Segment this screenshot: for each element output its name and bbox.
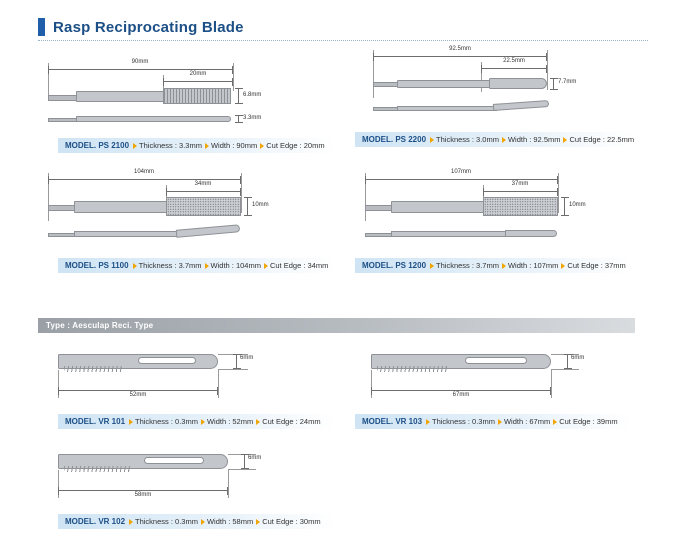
blade-rasp-surface bbox=[166, 197, 241, 216]
blade-side-shank bbox=[373, 107, 399, 111]
dimension-height bbox=[238, 88, 239, 104]
spec-thickness bbox=[430, 135, 499, 144]
model-name: MODEL. VR 103 bbox=[362, 417, 423, 426]
dimension-length-label: 92.5mm bbox=[449, 46, 471, 52]
blade-side-tip bbox=[505, 230, 557, 237]
dimension-height-label: 6mm bbox=[248, 455, 262, 461]
blade-shank bbox=[373, 82, 399, 87]
dimension-length bbox=[58, 390, 218, 391]
spec-width bbox=[498, 417, 550, 426]
blade-teeth bbox=[377, 366, 447, 372]
blade-teeth bbox=[64, 466, 130, 472]
guide-line bbox=[241, 173, 242, 213]
spec-cut-edge-text: Cut Edge : 34mm bbox=[269, 261, 329, 270]
blade-side-body bbox=[76, 116, 231, 122]
guide-line bbox=[218, 369, 248, 370]
blade-side-tip bbox=[493, 100, 549, 111]
guide-line bbox=[551, 370, 552, 398]
spec-thickness bbox=[133, 141, 202, 150]
dimension-length bbox=[58, 490, 228, 491]
dimension-length bbox=[365, 179, 558, 180]
dimension-cut-edge-label: 37mm bbox=[511, 181, 529, 187]
guide-line bbox=[551, 369, 579, 370]
blade-shank bbox=[48, 95, 78, 101]
spec-width bbox=[205, 141, 257, 150]
guide-line bbox=[218, 370, 219, 398]
product-card-ps1200 bbox=[355, 165, 655, 270]
dimension-height bbox=[247, 197, 248, 216]
spec-cut-edge-text: Cut Edge : 22.5mm bbox=[569, 135, 635, 144]
header-accent-bar bbox=[38, 18, 45, 36]
blade-side-shank bbox=[365, 233, 393, 237]
spec-cut-edge bbox=[553, 417, 617, 426]
model-name: MODEL. PS 1100 bbox=[65, 261, 129, 270]
spec-thickness-text: Thickness : 0.3mm bbox=[135, 417, 198, 426]
spec-cut-edge-text: Cut Edge : 30mm bbox=[262, 517, 321, 526]
dimension-cut-edge bbox=[481, 68, 547, 69]
dimension-cut-edge-label: 22.5mm bbox=[503, 58, 525, 64]
dimension-height-label: 6.8mm bbox=[243, 92, 262, 98]
blade-body bbox=[397, 80, 492, 88]
spec-width-text: Width : 58mm bbox=[206, 517, 254, 526]
dimension-length-label: 52mm bbox=[129, 392, 147, 398]
product-card-vr103 bbox=[355, 342, 655, 426]
blade-shank bbox=[365, 205, 393, 211]
dimension-cut-edge-label: 20mm bbox=[189, 71, 207, 77]
dimension-length-label: 67mm bbox=[452, 392, 470, 398]
dimension-height bbox=[553, 78, 554, 90]
diagram-ps1200 bbox=[355, 165, 655, 247]
dimension-thickness bbox=[238, 115, 239, 123]
blade-side-body bbox=[391, 231, 511, 237]
product-card-vr101 bbox=[38, 342, 338, 426]
guide-line bbox=[558, 173, 559, 213]
product-card-ps2200 bbox=[355, 42, 655, 144]
model-name: MODEL. PS 2200 bbox=[362, 135, 427, 144]
model-strip-vr101 bbox=[58, 414, 335, 429]
spec-cut-edge bbox=[264, 261, 328, 270]
blade-side-shank bbox=[48, 118, 78, 122]
model-strip-ps2200 bbox=[355, 132, 635, 147]
spec-cut-edge bbox=[256, 417, 320, 426]
spec-cut-edge bbox=[256, 517, 320, 526]
product-card-ps1100 bbox=[38, 165, 338, 270]
spec-width-text: Width : 90mm bbox=[210, 141, 258, 150]
blade-side-shank bbox=[48, 233, 76, 237]
spec-width bbox=[201, 517, 253, 526]
diagram-vr102 bbox=[38, 442, 338, 504]
dimension-height-label: 10mm bbox=[252, 202, 269, 208]
dimension-length-label: 58mm bbox=[134, 492, 152, 498]
dimension-cut-edge bbox=[166, 191, 241, 192]
blade-slot bbox=[144, 457, 204, 464]
model-name: MODEL. PS 1200 bbox=[362, 261, 427, 270]
guide-line bbox=[228, 469, 256, 470]
spec-thickness-text: Thickness : 0.3mm bbox=[432, 417, 495, 426]
spec-thickness bbox=[129, 517, 198, 526]
dimension-length bbox=[48, 69, 233, 70]
model-name: MODEL. VR 101 bbox=[65, 417, 126, 426]
spec-width-text: Width : 107mm bbox=[507, 261, 559, 270]
dimension-cut-edge bbox=[483, 191, 558, 192]
model-name: MODEL. PS 2100 bbox=[65, 141, 130, 150]
model-strip-ps1100 bbox=[58, 258, 335, 273]
dimension-height-label: 6mm bbox=[571, 355, 585, 361]
guide-line bbox=[233, 63, 234, 91]
spec-cut-edge-text: Cut Edge : 39mm bbox=[559, 417, 618, 426]
spec-cut-edge-text: Cut Edge : 37mm bbox=[567, 261, 626, 270]
dimension-length-label: 90mm bbox=[131, 59, 149, 65]
spec-thickness-text: Thickness : 0.3mm bbox=[135, 517, 198, 526]
spec-thickness bbox=[430, 261, 499, 270]
page-title: Rasp Reciprocating Blade bbox=[53, 18, 244, 36]
spec-width bbox=[502, 135, 561, 144]
model-strip-vr103 bbox=[355, 414, 632, 429]
dimension-thickness-label: 3.3mm bbox=[243, 115, 262, 121]
dimension-height-label: 6mm bbox=[240, 355, 254, 361]
spec-thickness bbox=[426, 417, 495, 426]
blade-body bbox=[74, 201, 169, 213]
title-divider bbox=[38, 40, 648, 41]
spec-thickness-text: Thickness : 3.7mm bbox=[138, 261, 202, 270]
dimension-height bbox=[564, 197, 565, 216]
spec-thickness bbox=[133, 261, 202, 270]
spec-width bbox=[502, 261, 558, 270]
dimension-cut-edge-label: 34mm bbox=[194, 181, 212, 187]
blade-teeth bbox=[64, 366, 124, 372]
blade-slot bbox=[465, 357, 527, 364]
dimension-height-label: 10mm bbox=[569, 202, 586, 208]
type-section-bar bbox=[38, 318, 635, 333]
dimension-cut-edge bbox=[163, 81, 233, 82]
model-name: MODEL. VR 102 bbox=[65, 517, 126, 526]
product-card-ps2100 bbox=[38, 55, 338, 150]
dimension-length-label: 104mm bbox=[133, 169, 155, 175]
dimension-length bbox=[373, 56, 547, 57]
dimension-length bbox=[371, 390, 551, 391]
diagram-vr101 bbox=[38, 342, 338, 404]
spec-cut-edge bbox=[561, 261, 625, 270]
spec-thickness-text: Thickness : 3.7mm bbox=[436, 261, 499, 270]
dimension-height bbox=[244, 454, 245, 469]
blade-side-body bbox=[397, 106, 497, 111]
diagram-ps1100 bbox=[38, 165, 338, 247]
spec-width-text: Width : 92.5mm bbox=[507, 135, 561, 144]
spec-width-text: Width : 52mm bbox=[206, 417, 254, 426]
diagram-ps2200 bbox=[355, 42, 655, 124]
spec-width-text: Width : 67mm bbox=[503, 417, 551, 426]
model-strip-ps1200 bbox=[355, 258, 632, 273]
guide-line bbox=[228, 470, 229, 498]
blade-teeth bbox=[163, 88, 231, 104]
model-strip-vr102 bbox=[58, 514, 335, 529]
model-strip-ps2100 bbox=[58, 138, 335, 153]
page-header bbox=[38, 18, 648, 36]
blade-slot bbox=[138, 357, 196, 364]
spec-cut-edge-text: Cut Edge : 24mm bbox=[262, 417, 321, 426]
blade-tip bbox=[489, 78, 547, 89]
blade-shank bbox=[48, 205, 76, 211]
spec-width bbox=[205, 261, 261, 270]
spec-thickness-text: Thickness : 3.0mm bbox=[436, 135, 499, 144]
product-card-vr102 bbox=[38, 442, 338, 526]
spec-cut-edge bbox=[563, 135, 634, 144]
type-section-label: Type : Aesculap Reci. Type bbox=[46, 321, 154, 330]
guide-line bbox=[547, 50, 548, 90]
blade-body bbox=[391, 201, 486, 213]
blade-body bbox=[76, 91, 166, 102]
dimension-height bbox=[567, 354, 568, 369]
spec-thickness-text: Thickness : 3.3mm bbox=[139, 141, 202, 150]
diagram-ps2100 bbox=[38, 55, 338, 137]
dimension-length bbox=[48, 179, 241, 180]
blade-side-body bbox=[74, 231, 179, 237]
spec-width-text: Width : 104mm bbox=[210, 261, 261, 270]
dimension-height-label: 7.7mm bbox=[558, 79, 577, 85]
spec-width bbox=[201, 417, 253, 426]
spec-cut-edge bbox=[260, 141, 324, 150]
dimension-length-label: 107mm bbox=[450, 169, 472, 175]
dimension-height bbox=[236, 354, 237, 369]
diagram-vr103 bbox=[355, 342, 655, 404]
blade-side-tip bbox=[176, 224, 240, 238]
spec-cut-edge-text: Cut Edge : 20mm bbox=[266, 141, 325, 150]
spec-thickness bbox=[129, 417, 198, 426]
blade-rasp-surface bbox=[483, 197, 558, 216]
